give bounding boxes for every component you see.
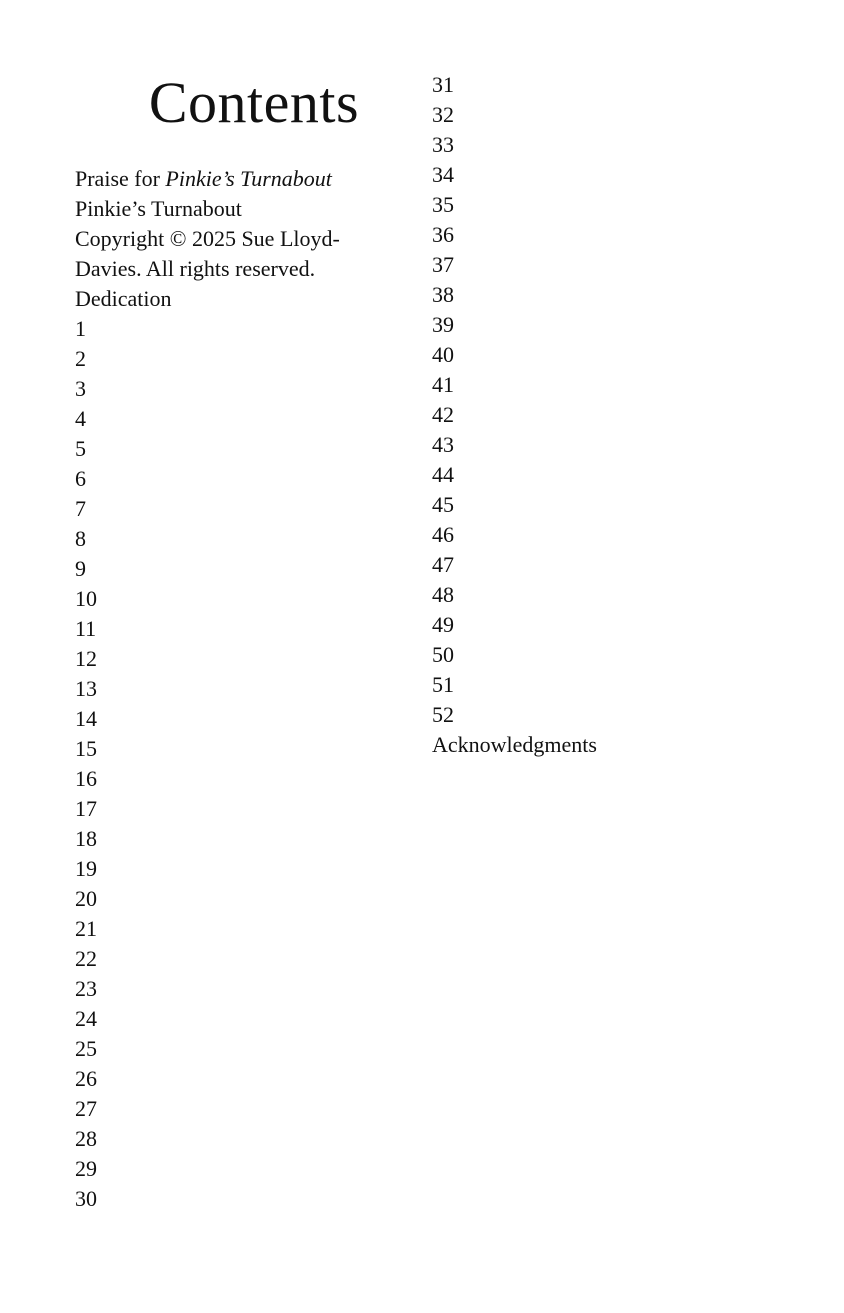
toc-link-chapter[interactable]: 36 [432, 222, 454, 247]
toc-link-chapter[interactable]: 18 [75, 826, 97, 851]
toc-item-chapter[interactable] [432, 460, 792, 490]
toc-link-chapter[interactable]: 31 [432, 72, 454, 97]
toc-item-chapter[interactable] [75, 824, 415, 854]
toc-item-chapter[interactable] [432, 220, 792, 250]
toc-link-praise[interactable] [75, 166, 332, 191]
toc-link-chapter[interactable]: 20 [75, 886, 97, 911]
toc-item-chapter[interactable] [432, 400, 792, 430]
toc-item-chapter[interactable] [432, 130, 792, 160]
toc-item-chapter[interactable] [75, 1034, 415, 1064]
toc-list-left [75, 164, 415, 314]
toc-link-chapter[interactable]: 2 [75, 346, 86, 371]
toc-item-chapter[interactable] [75, 974, 415, 1004]
toc-item-chapter[interactable] [75, 614, 415, 644]
toc-right-column [432, 70, 792, 760]
toc-item-chapter[interactable] [75, 884, 415, 914]
toc-link-chapter[interactable]: 13 [75, 676, 97, 701]
toc-link-chapter[interactable]: 22 [75, 946, 97, 971]
toc-item-chapter[interactable] [75, 464, 415, 494]
toc-item-chapter[interactable] [75, 764, 415, 794]
toc-item-chapter[interactable] [432, 70, 792, 100]
toc-item-chapter[interactable] [432, 670, 792, 700]
toc-item-chapter[interactable] [432, 310, 792, 340]
toc-item-chapter[interactable] [75, 1154, 415, 1184]
toc-item-chapter[interactable] [432, 280, 792, 310]
toc-link-chapter[interactable]: 3 [75, 376, 86, 401]
toc-item-chapter[interactable] [75, 314, 415, 344]
toc-item-chapter[interactable] [75, 704, 415, 734]
toc-item-chapter[interactable] [432, 430, 792, 460]
toc-link-chapter[interactable]: 9 [75, 556, 86, 581]
toc-item-chapter[interactable] [432, 340, 792, 370]
toc-item-chapter[interactable] [432, 490, 792, 520]
toc-link-chapter[interactable]: 44 [432, 462, 454, 487]
toc-link-chapter[interactable]: 45 [432, 492, 454, 517]
toc-item-chapter[interactable] [75, 404, 415, 434]
toc-item-chapter[interactable] [432, 160, 792, 190]
toc-item-chapter[interactable] [75, 914, 415, 944]
toc-link-chapter[interactable]: 26 [75, 1066, 97, 1091]
toc-item-chapter[interactable] [75, 944, 415, 974]
toc-item-copyright[interactable] [75, 224, 405, 284]
toc-item-acknowledgments[interactable] [432, 730, 792, 760]
toc-link-chapter[interactable]: 4 [75, 406, 86, 431]
toc-link-chapter[interactable]: 48 [432, 582, 454, 607]
toc-item-chapter[interactable] [432, 520, 792, 550]
toc-link-chapter[interactable]: 32 [432, 102, 454, 127]
toc-link-chapter[interactable]: 35 [432, 192, 454, 217]
toc-item-chapter[interactable] [75, 554, 415, 584]
toc-link-chapter[interactable]: 19 [75, 856, 97, 881]
toc-link-chapter[interactable]: 27 [75, 1096, 97, 1121]
toc-link-chapter[interactable]: 37 [432, 252, 454, 277]
toc-link-chapter[interactable]: 10 [75, 586, 97, 611]
toc-link-chapter[interactable]: 51 [432, 672, 454, 697]
toc-link-chapter[interactable]: 14 [75, 706, 97, 731]
toc-link-chapter[interactable]: 52 [432, 702, 454, 727]
page-title: Contents [148, 70, 360, 135]
toc-item-dedication[interactable] [75, 284, 415, 314]
toc-praise-title: Pinkie’s Turnabout [165, 166, 332, 191]
toc-item-chapter[interactable] [432, 640, 792, 670]
toc-item-chapter[interactable] [432, 190, 792, 220]
toc-link-chapter[interactable]: 42 [432, 402, 454, 427]
toc-link-chapter[interactable]: 28 [75, 1126, 97, 1151]
toc-link-chapter[interactable]: 34 [432, 162, 454, 187]
toc-item-chapter[interactable] [432, 370, 792, 400]
toc-item-chapter[interactable] [75, 344, 415, 374]
toc-link-chapter[interactable]: 11 [75, 616, 97, 641]
toc-item-chapter[interactable] [432, 580, 792, 610]
toc-link-chapter[interactable]: 46 [432, 522, 454, 547]
toc-item-chapter[interactable] [75, 1064, 415, 1094]
toc-item-chapter[interactable] [75, 1004, 415, 1034]
toc-item-chapter[interactable] [75, 1184, 415, 1214]
toc-link-chapter[interactable]: 21 [75, 916, 97, 941]
toc-praise-prefix: Praise for [75, 166, 166, 191]
toc-link-chapter[interactable]: 5 [75, 436, 86, 461]
toc-link-chapter[interactable]: 49 [432, 612, 454, 637]
toc-item-chapter[interactable] [75, 374, 415, 404]
toc-link-chapter[interactable]: 30 [75, 1186, 97, 1211]
toc-item-chapter[interactable] [75, 854, 415, 884]
toc-left-column [75, 70, 415, 1214]
toc-item-chapter[interactable] [75, 1094, 415, 1124]
toc-link-chapter[interactable]: 15 [75, 736, 97, 761]
toc-link-chapter[interactable]: 16 [75, 766, 97, 791]
toc-link-chapter[interactable]: 29 [75, 1156, 97, 1181]
toc-link-chapter[interactable]: 43 [432, 432, 454, 457]
toc-item-chapter[interactable] [432, 250, 792, 280]
toc-link-chapter[interactable]: 40 [432, 342, 454, 367]
toc-item-chapter[interactable] [75, 434, 415, 464]
toc-link-chapter[interactable]: 38 [432, 282, 454, 307]
toc-link-chapter[interactable]: 12 [75, 646, 97, 671]
toc-chapter-list-right [432, 70, 792, 730]
toc-link-chapter[interactable]: 6 [75, 466, 86, 491]
toc-item-chapter[interactable] [75, 734, 415, 764]
toc-item-chapter[interactable] [75, 644, 415, 674]
toc-link-chapter[interactable]: 47 [432, 552, 454, 577]
toc-link-title-page[interactable]: Pinkie’s Turnabout [75, 196, 242, 221]
toc-link-copyright[interactable]: Copyright © 2025 Sue Lloyd-Davies. All rights reserved. [75, 226, 340, 281]
toc-item-chapter[interactable] [75, 794, 415, 824]
toc-item-chapter[interactable] [75, 584, 415, 614]
toc-item-chapter[interactable] [432, 610, 792, 640]
toc-chapter-list-left [75, 314, 415, 1214]
toc-item-title-page[interactable] [75, 194, 415, 224]
toc-link-chapter[interactable]: 33 [432, 132, 454, 157]
toc-item-chapter[interactable] [75, 1124, 415, 1154]
toc-link-chapter[interactable]: 39 [432, 312, 454, 337]
toc-link-chapter[interactable]: 41 [432, 372, 454, 397]
toc-item-chapter[interactable] [432, 700, 792, 730]
toc-link-dedication[interactable]: Dedication [75, 286, 172, 311]
toc-item-chapter[interactable] [75, 494, 415, 524]
toc-link-chapter[interactable]: 24 [75, 1006, 97, 1031]
toc-item-chapter[interactable] [432, 100, 792, 130]
toc-link-chapter[interactable]: 50 [432, 642, 454, 667]
toc-item-praise[interactable] [75, 164, 415, 194]
toc-item-chapter[interactable] [75, 524, 415, 554]
toc-link-chapter[interactable]: 7 [75, 496, 86, 521]
toc-link-chapter[interactable]: 23 [75, 976, 97, 1001]
toc-item-chapter[interactable] [75, 674, 415, 704]
toc-list-right-end [432, 730, 792, 760]
toc-link-chapter[interactable]: 25 [75, 1036, 97, 1061]
toc-link-chapter[interactable]: 1 [75, 316, 86, 341]
toc-link-chapter[interactable]: 17 [75, 796, 97, 821]
toc-item-chapter[interactable] [432, 550, 792, 580]
toc-link-chapter[interactable]: 8 [75, 526, 86, 551]
toc-link-acknowledgments[interactable]: Acknowledgments [432, 732, 597, 757]
